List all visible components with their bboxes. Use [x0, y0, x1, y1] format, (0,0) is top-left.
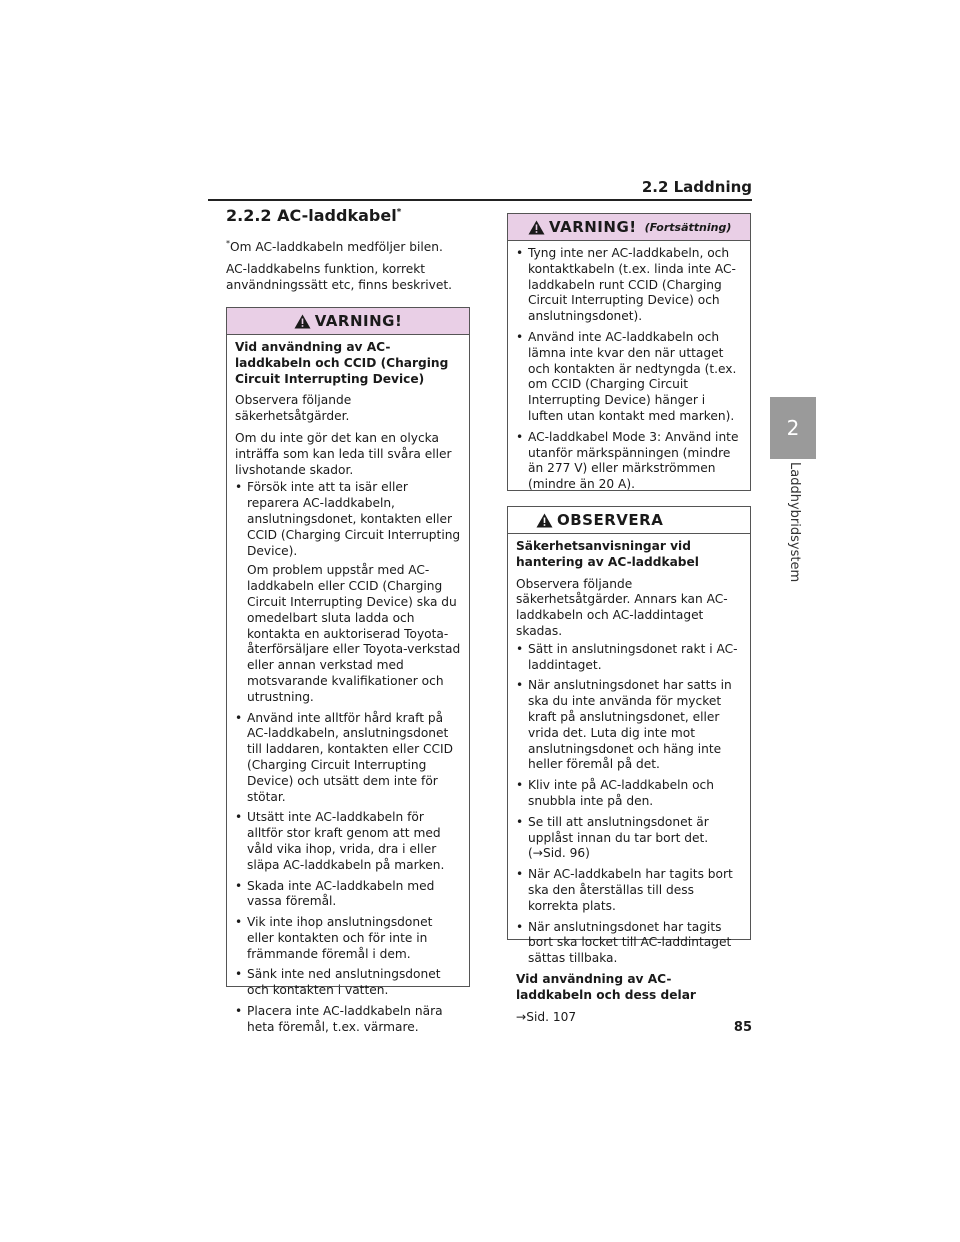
intro-block	[226, 236, 472, 299]
page-number: 85	[733, 1020, 752, 1035]
header-rule	[208, 199, 752, 201]
list-item: • Sänk inte ned anslutningsdonet och kontakten i vatten.	[235, 967, 461, 999]
warning-list	[235, 480, 461, 1035]
list-item: • Kliv inte på AC-laddkabeln och snubbla inte på den.	[516, 778, 742, 810]
list-item: • När anslutningsdonet har satts in ska du inte använda för mycket kraft på anslutningsdonet, eller vrida det. Luta dig inte mot anslutningsdonet och häng inte heller föremål på det.	[516, 678, 742, 773]
warning-triangle-icon	[528, 220, 545, 235]
list-item: • Skada inte AC-laddkabeln med vassa föremål.	[235, 879, 461, 911]
footnote-text: Om AC-laddkabeln medföljer bilen.	[230, 240, 443, 255]
observera-heading: Säkerhetsanvisningar vid hantering av AC-laddkabel	[516, 539, 699, 569]
observera-para: Observera följande säkerhetsåtgärder. Annars kan AC-laddkabeln och AC-laddintaget skadas.	[516, 576, 728, 638]
list-item: • Utsätt inte AC-laddkabeln för alltför stor kraft genom att med våld vika ihop, vrida, dra i eller släpa AC-laddkabeln på marken.	[235, 810, 461, 873]
list-item: • Använd inte alltför hård kraft på AC-laddkabeln, anslutningsdonet till laddaren, kontakten eller CCID (Charging Circuit Interrupting Device) och utsätt dem inte för stötar.	[235, 711, 461, 806]
list-item: • Tyng inte ner AC-laddkabeln, och kontaktkabeln (t.ex. linda inte AC-laddkabeln runt CCID (Charging Circuit Interrupting Device) och anslutningsdonet).	[516, 246, 742, 325]
warning-continued-subtitle: (Fortsättning)	[644, 220, 732, 234]
section-title-marker: *	[396, 207, 402, 218]
warning-continued-header	[508, 214, 750, 241]
warning-para-2: Om du inte gör det kan en olycka inträffa som kan leda till svåra eller livshotande skador.	[235, 430, 452, 477]
section-title-text: 2.2.2 AC-laddkabel	[226, 206, 397, 225]
warning-triangle-icon	[294, 314, 311, 329]
running-header: 2.2 Laddning	[641, 178, 752, 196]
observera-box	[507, 506, 751, 1024]
warning-triangle-icon	[536, 513, 553, 528]
chapter-label: Laddhybridsystem	[787, 462, 802, 583]
observera-body	[508, 534, 750, 1037]
list-item: • När AC-laddkabeln har tagits bort ska den återställas till dess korrekta plats.	[516, 867, 742, 914]
list-item: • Sätt in anslutningsdonet rakt i AC-laddintaget.	[516, 642, 742, 674]
warning-title: VARNING!	[314, 312, 403, 330]
chapter-tab	[770, 397, 816, 459]
list-item: • Se till att anslutningsdonet är upplåst innan du tar bort det. (→Sid. 96)	[516, 815, 742, 862]
list-item: • AC-laddkabel Mode 3: Använd inte utanför märkspänningen (mindre än 277 V) eller märkströmmen (mindre än 20 A).	[516, 430, 742, 493]
list-item	[235, 480, 461, 705]
page-reference: →Sid. 107	[516, 1009, 577, 1024]
warning-box	[226, 307, 470, 1034]
warning-header	[227, 308, 469, 335]
observera-header	[508, 507, 750, 534]
list-item: • När anslutningsdonet har tagits bort ska locket till AC-laddintaget sättas tillbaka.	[516, 920, 742, 967]
chapter-label-wrap	[778, 462, 808, 622]
warning-continued-title: VARNING!	[549, 218, 637, 236]
footnote	[226, 236, 472, 255]
warning-continued-list	[516, 246, 742, 493]
intro-description: AC-laddkabelns funktion, korrekt användningssätt etc, finns beskrivet.	[226, 262, 452, 293]
chapter-number: 2	[786, 416, 800, 440]
footnote-marker: *	[226, 239, 230, 248]
list-item: • Använd inte AC-laddkabeln och lämna inte kvar den när uttaget och kontakten är nedtyngda (t.ex. om CCID (Charging Circuit Interrupting Device) hänger i luften utan kontakt med marken).	[516, 330, 742, 425]
warning-continued-box	[507, 213, 751, 491]
observera-title: OBSERVERA	[557, 511, 664, 529]
list-item-text: Försök inte att ta isär eller reparera AC-laddkabeln, anslutningsdonet, kontakten eller CCID (Charging Circuit Interrupting Device).	[247, 480, 461, 558]
warning-heading: Vid användning av AC-laddkabeln och CCID (Charging Circuit Interrupting Device)	[235, 340, 449, 386]
section-title	[226, 206, 401, 225]
warning-continued-body	[508, 241, 750, 504]
warning-para-1: Observera följande säkerhetsåtgärder.	[235, 393, 352, 424]
observera-list	[516, 642, 742, 967]
list-item: • Vik inte ihop anslutningsdonet eller kontakten och för inte in främmande föremål i dem.	[235, 915, 461, 962]
observera-heading-2: Vid användning av AC-laddkabeln och dess delar	[516, 971, 696, 1002]
list-item: • Placera inte AC-laddkabeln nära heta föremål, t.ex. värmare.	[235, 1004, 461, 1036]
warning-body	[227, 335, 469, 1047]
list-item-subtext: Om problem uppstår med AC-laddkabeln eller CCID (Charging Circuit Interrupting Device) ska du omedelbart sluta ladda och kontakta en auktoriserad Toyota-återförsäljare eller Toyota-verkstad eller annan verkstad med motsvarande kvalifikationer och utrustning.	[247, 563, 461, 704]
